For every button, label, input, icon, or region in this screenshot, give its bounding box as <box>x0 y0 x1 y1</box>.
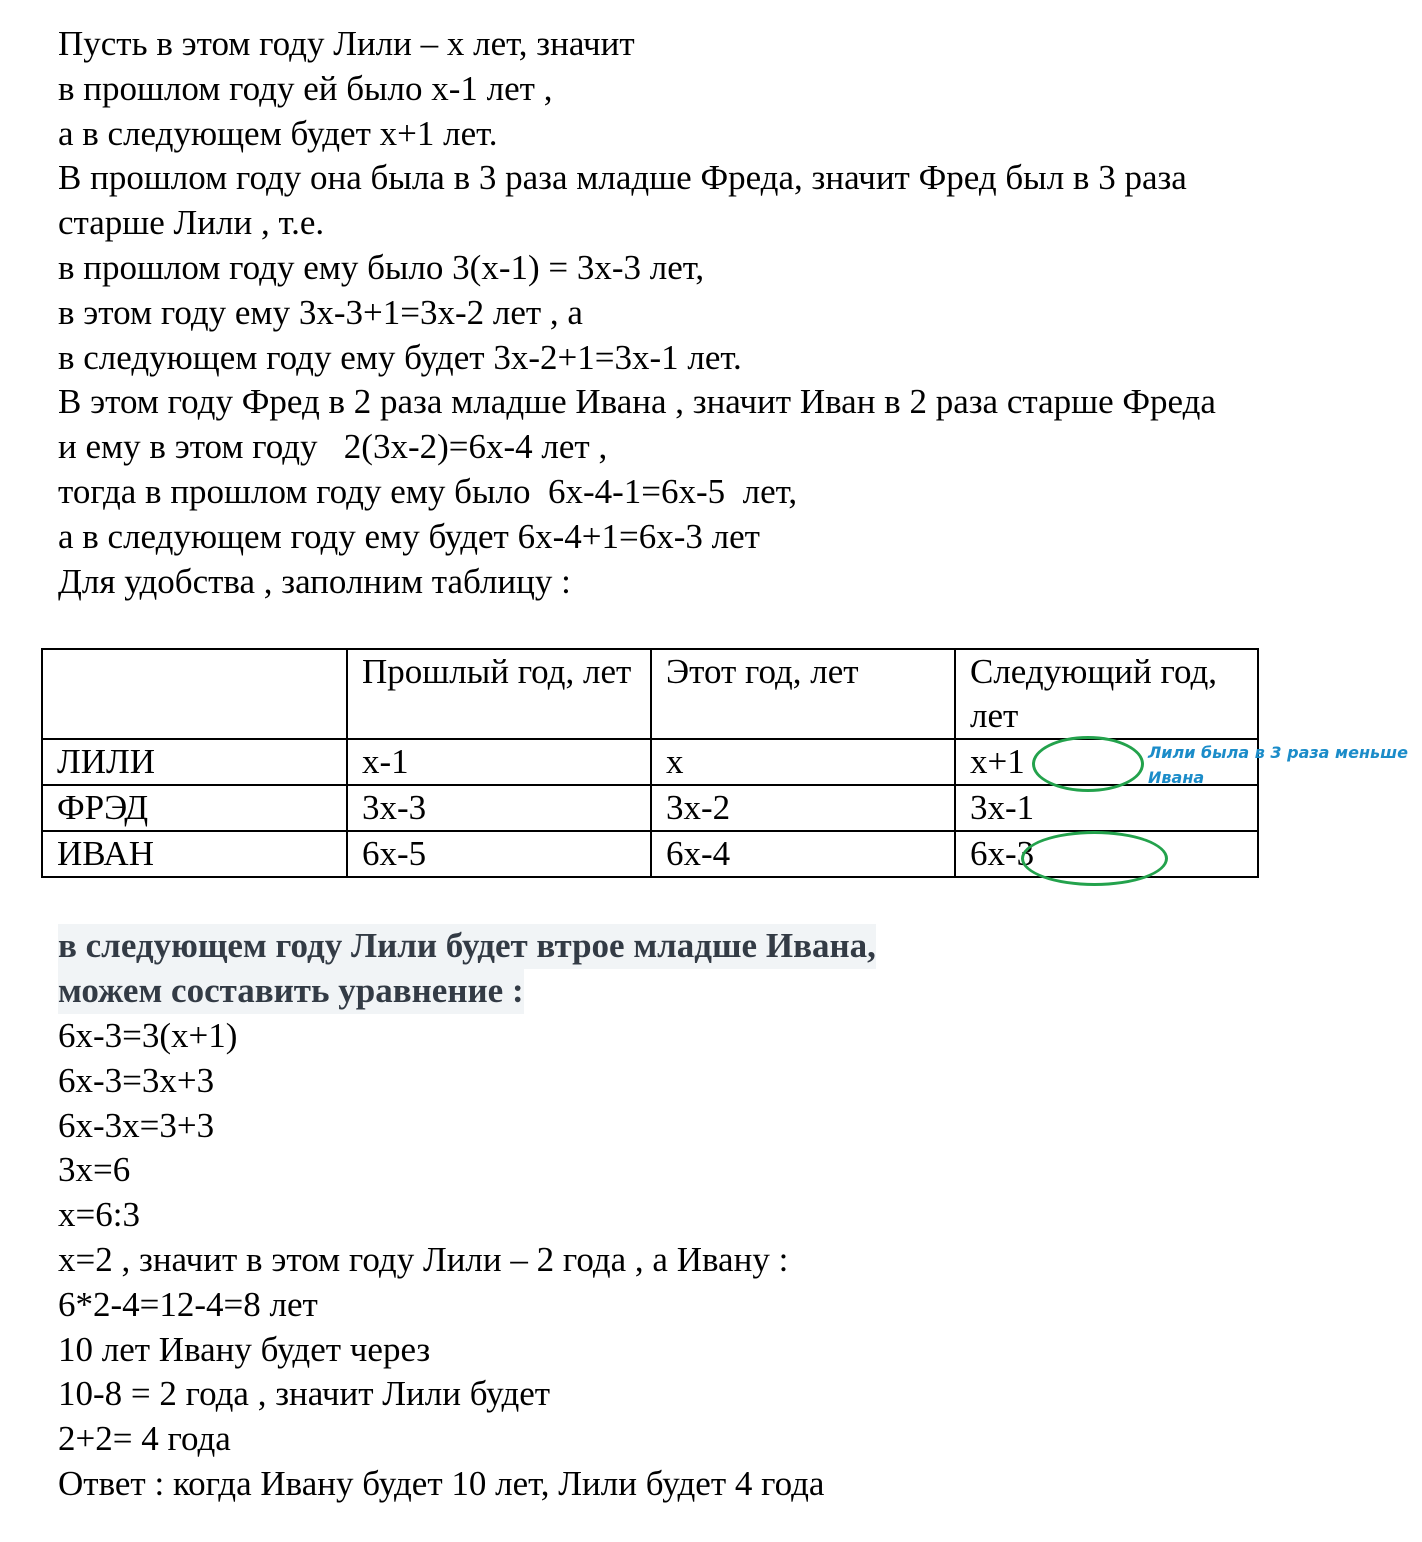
equation-intro <box>58 924 876 1014</box>
table-header-row <box>42 649 1258 739</box>
highlight-line: можем составить уравнение : <box>58 969 524 1014</box>
intro-line: В этом году Фред в 2 раза младше Ивана , значит Иван в 2 раза старше Фреда <box>58 382 1216 422</box>
intro-line: а в следующем будет х+1 лет. <box>58 113 498 153</box>
annotation-line: Ивана <box>1148 768 1205 787</box>
table-cell: 3х-2 <box>651 785 955 831</box>
table-cell: ФРЭД <box>42 785 347 831</box>
intro-line: в прошлом году ей было х-1 лет , <box>58 68 553 108</box>
table-header-cell: Прошлый год, лет <box>347 649 651 739</box>
table-row <box>42 785 1258 831</box>
table-cell: х <box>651 739 955 785</box>
intro-line: а в следующем году ему будет 6х-4+1=6х-3 лет <box>58 516 760 556</box>
answer-line: Ответ : когда Ивану будет 10 лет, Лили будет 4 года <box>58 1463 825 1503</box>
solution-line: 6х-3х=3+3 <box>58 1105 215 1145</box>
solution-line: 2+2= 4 года <box>58 1419 231 1459</box>
solution-line: 6х-3=3х+3 <box>58 1060 215 1100</box>
intro-line: и ему в этом году 2(3х-2)=6х-4 лет , <box>58 427 608 467</box>
intro-text <box>58 22 1398 604</box>
table-cell: 6х-3 <box>955 831 1258 877</box>
solution-line: 3х=6 <box>58 1150 131 1190</box>
highlight-line: в следующем году Лили будет втрое младше Ивана, <box>58 924 876 969</box>
table-cell: х-1 <box>347 739 651 785</box>
highlight-oval-lili-next-year <box>1032 736 1144 792</box>
table-cell: 6х-4 <box>651 831 955 877</box>
intro-line: В прошлом году она была в 3 раза младше Фреда, значит Фред был в 3 раза <box>58 158 1187 198</box>
intro-line: Пусть в этом году Лили – х лет, значит <box>58 24 635 63</box>
intro-line: в прошлом году ему было 3(х-1) = 3х-3 лет, <box>58 247 705 287</box>
annotation-line: Лили была в 3 раза меньше <box>1148 743 1408 762</box>
intro-line: тогда в прошлом году ему было 6х-4-1=6х-5 лет, <box>58 471 798 511</box>
table-cell: ЛИЛИ <box>42 739 347 785</box>
table-cell: ИВАН <box>42 831 347 877</box>
solution-line: 10 лет Ивану будет через <box>58 1329 431 1369</box>
intro-line: Для удобства , заполним таблицу : <box>58 561 571 601</box>
table-cell: 3х-3 <box>347 785 651 831</box>
table-header-cell: Следующий год, лет <box>955 649 1258 739</box>
intro-line: старше Лили , т.е. <box>58 203 325 243</box>
solution-line: 6*2-4=12-4=8 лет <box>58 1284 318 1324</box>
table-header-cell <box>42 649 347 739</box>
intro-line: в следующем году ему будет 3х-2+1=3х-1 лет. <box>58 337 742 377</box>
table-header-cell: Этот год, лет <box>651 649 955 739</box>
solution-text <box>58 1014 824 1507</box>
solution-line: х=2 , значит в этом году Лили – 2 года , а Ивану : <box>58 1239 789 1279</box>
table-cell: 6х-5 <box>347 831 651 877</box>
solution-line: 6х-3=3(х+1) <box>58 1016 238 1055</box>
intro-line: в этом году ему 3х-3+1=3х-2 лет , а <box>58 292 583 332</box>
solution-line: 10-8 = 2 года , значит Лили будет <box>58 1374 551 1414</box>
table-cell: х+1 <box>955 739 1258 785</box>
table-cell: 3х-1 <box>955 785 1258 831</box>
solution-line: х=6:3 <box>58 1195 140 1235</box>
handwritten-annotation <box>1148 740 1408 790</box>
highlight-oval-ivan-next-year <box>1021 831 1168 886</box>
